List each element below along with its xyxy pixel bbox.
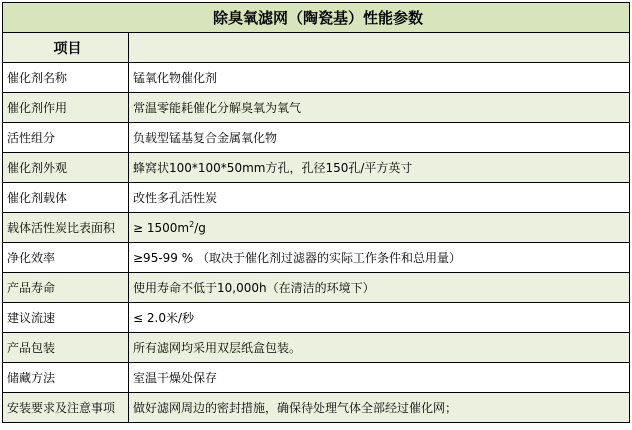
row-label: 活性组分 (3, 123, 129, 153)
row-value: 锰氧化物催化剂 (129, 63, 630, 93)
row-label: 建议流速 (3, 303, 129, 333)
row-value: ≥95-99 % （取决于催化剂过滤器的实际工作条件和总用量） (129, 243, 630, 273)
table-row (3, 153, 630, 183)
table-row (3, 273, 630, 303)
spec-table-container (2, 2, 629, 423)
row-value: 做好滤网周边的密封措施，确保待处理气体全部经过催化网； (129, 393, 630, 423)
row-label: 储藏方法 (3, 363, 129, 393)
row-label: 产品寿命 (3, 273, 129, 303)
row-label: 安装要求及注意事项 (3, 393, 129, 423)
row-label: 催化剂载体 (3, 183, 129, 213)
table-row (3, 363, 630, 393)
table-title: 除臭氧滤网（陶瓷基）性能参数 (3, 3, 630, 33)
row-value: 常温零能耗催化分解臭氧为氧气 (129, 93, 630, 123)
value-superscript: 2 (189, 220, 195, 229)
row-value: 蜂窝状100*100*50mm方孔，孔径150孔/平方英寸 (129, 153, 630, 183)
spec-table (2, 2, 630, 423)
table-row (3, 63, 630, 93)
table-row (3, 213, 630, 243)
header-item: 项目 (3, 33, 129, 63)
row-value: 室温干燥处保存 (129, 363, 630, 393)
title-row (3, 3, 630, 33)
row-label: 产品包装 (3, 333, 129, 363)
row-value: 改性多孔活性炭 (129, 183, 630, 213)
row-label: 载体活性炭比表面积 (3, 213, 129, 243)
row-label: 催化剂名称 (3, 63, 129, 93)
row-value: 负载型锰基复合金属氧化物 (129, 123, 630, 153)
table-row (3, 93, 630, 123)
header-row (3, 33, 630, 63)
table-row (3, 393, 630, 423)
value-main: ≥ 1500m (133, 221, 190, 235)
header-blank (129, 33, 630, 63)
table-row (3, 333, 630, 363)
value-unit: /g (194, 221, 206, 235)
row-value: 使用寿命不低于10,000h（在清洁的环境下） (129, 273, 630, 303)
table-row (3, 183, 630, 213)
table-row (3, 303, 630, 333)
row-label: 净化效率 (3, 243, 129, 273)
row-value: 所有滤网均采用双层纸盒包装。 (129, 333, 630, 363)
row-value (129, 213, 630, 243)
table-row (3, 123, 630, 153)
table-row (3, 243, 630, 273)
row-label: 催化剂作用 (3, 93, 129, 123)
row-label: 催化剂外观 (3, 153, 129, 183)
row-value: ≤ 2.0米/秒 (129, 303, 630, 333)
